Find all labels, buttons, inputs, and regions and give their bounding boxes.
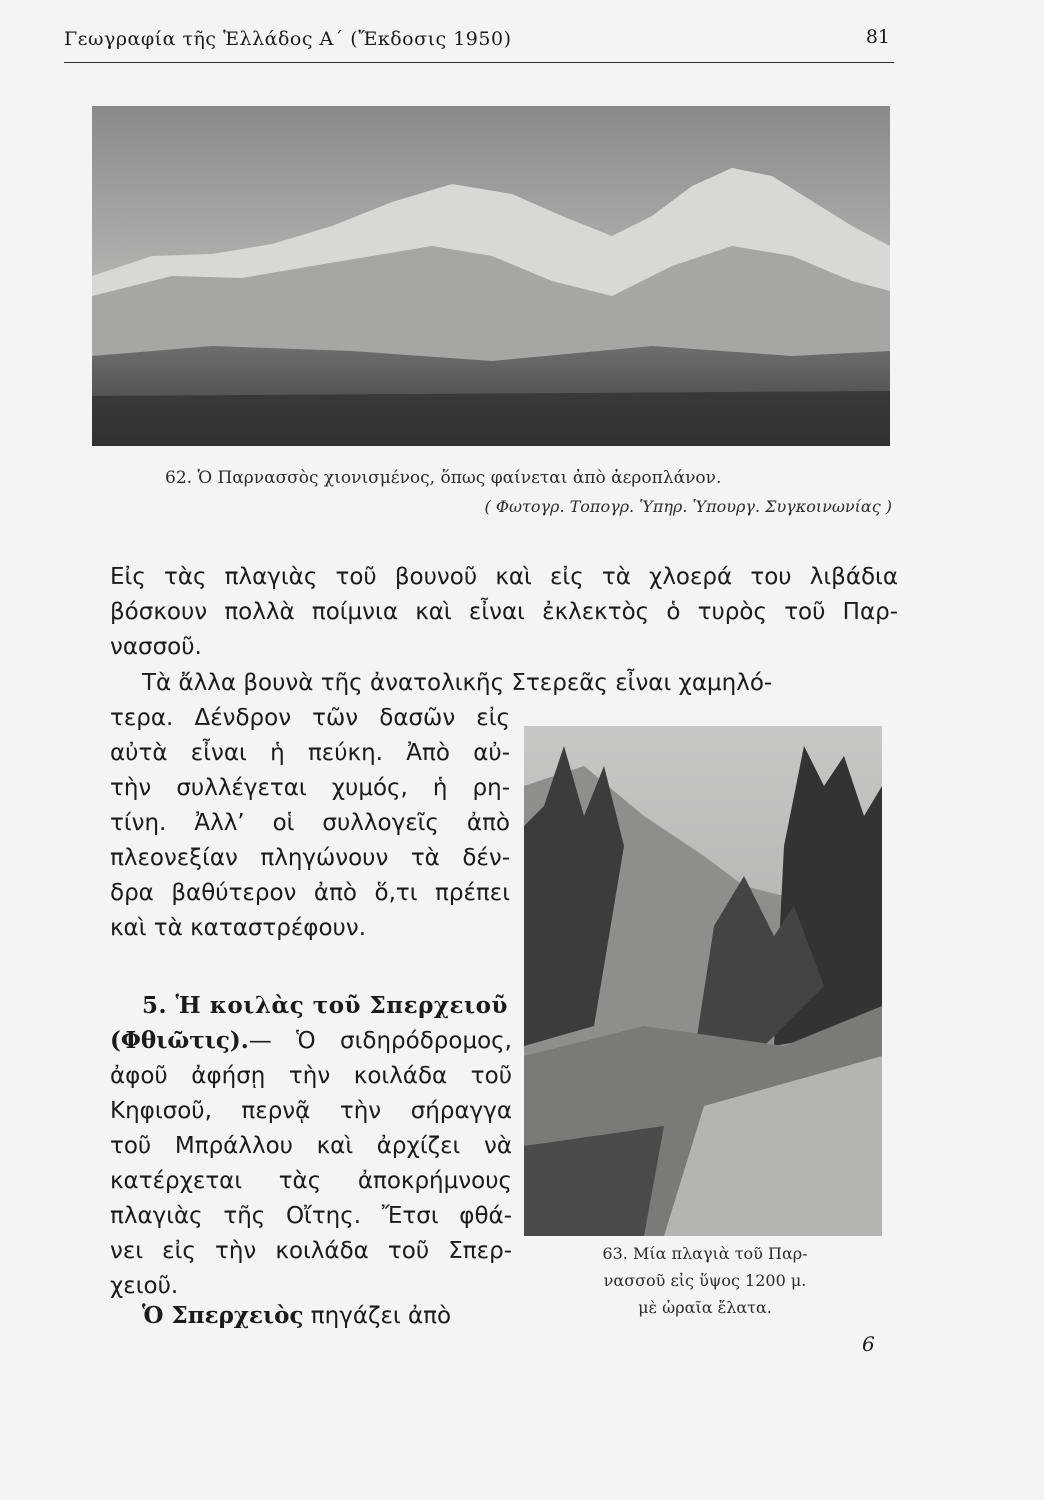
- text-line: Εἰς τὰς πλαγιὰς τοῦ βουνοῦ καὶ εἰς τὰ χλοερά του λιβάδια: [110, 564, 898, 590]
- text-line: τίνη. Ἀλλ’ οἱ συλλογεῖς ἀπὸ: [110, 810, 510, 836]
- forest-photo: [524, 726, 882, 1236]
- text-line: νει εἰς τὴν κοιλάδα τοῦ Σπερ-: [110, 1238, 512, 1264]
- text-line: δρα βαθύτερον ἀπὸ ὅ,τι πρέπει: [110, 880, 510, 906]
- text-fragment: πηγάζει ἀπὸ: [310, 1303, 452, 1329]
- caption-line: νασσοῦ εἰς ὕψος 1200 μ.: [603, 1271, 807, 1290]
- text-fragment: — Ὁ σιδηρόδρομος,: [248, 1028, 512, 1054]
- text-line: χειοῦ.: [110, 1273, 179, 1299]
- text-line: βόσκουν πολλὰ ποίμνια καὶ εἶναι ἐκλεκτὸς ὁ τυρὸς τοῦ Παρ-: [110, 599, 898, 625]
- running-header: [64, 22, 894, 63]
- page-number: 81: [865, 26, 890, 48]
- paragraph-railway: [110, 1023, 512, 1304]
- figure-63-caption: [540, 1240, 870, 1321]
- text-line: κατέρχεται τὰς ἀποκρήμνους: [110, 1168, 512, 1194]
- text-line: νασσοῦ.: [110, 634, 202, 660]
- sheet-signature: 6: [862, 1332, 875, 1356]
- text-line: πλαγιὰς τῆς Οἴτης. Ἔτσι φθά-: [110, 1203, 512, 1229]
- figure-62-caption: 62. Ὁ Παρνασσὸς χιονισμένος, ὅπως φαίνεται ἀπὸ ἀεροπλάνον.: [165, 468, 722, 488]
- caption-line: μὲ ὡραῖα ἔλατα.: [638, 1298, 772, 1317]
- text-line: Κηφισοῦ, περνᾷ τὴν σήραγγα: [110, 1098, 512, 1124]
- paragraph-mountains: [110, 701, 510, 946]
- text-line: ἀφοῦ ἀφήσῃ τὴν κοιλάδα τοῦ: [110, 1063, 512, 1089]
- section-heading: [142, 988, 512, 1024]
- text-line: τοῦ Μπράλλου καὶ ἀρχίζει νὰ: [110, 1133, 512, 1159]
- text-line: πλεονεξίαν πληγώνουν τὰ δέν-: [110, 845, 510, 871]
- section-title-cont: (Φθιῶτις).: [110, 1027, 249, 1054]
- paragraph-mountains-first-line: Τὰ ἄλλα βουνὰ τῆς ἀνατολικῆς Στερεᾶς εἶναι χαμηλό-: [142, 670, 773, 696]
- book-title: Γεωγραφία τῆς Ἑλλάδος Α´ (Ἔκδοσις 1950): [64, 28, 512, 50]
- paragraph-spercheios: [142, 1298, 522, 1334]
- caption-line: 63. Μία πλαγιὰ τοῦ Παρ-: [602, 1244, 808, 1263]
- text-line: καὶ τὰ καταστρέφουν.: [110, 915, 367, 941]
- paragraph-grazing: [110, 560, 898, 665]
- figure-62-credit: ( Φωτογρ. Τοπογρ. Ὑπηρ. Ὑπουργ. Συγκοινωνίας ): [484, 497, 892, 516]
- text-line: αὐτὰ εἶναι ἡ πεύκη. Ἀπὸ αὐ-: [110, 740, 510, 766]
- section-title: 5. Ἡ κοιλὰς τοῦ Σπερχειοῦ: [142, 992, 508, 1019]
- text-line: τερα. Δένδρον τῶν δασῶν εἰς: [110, 705, 510, 731]
- text-line: [110, 1023, 512, 1059]
- mountain-photo: [92, 106, 890, 446]
- text-line: τὴν συλλέγεται χυμός, ἡ ρη-: [110, 775, 510, 801]
- river-name: Ὁ Σπερχειὸς: [142, 1302, 304, 1329]
